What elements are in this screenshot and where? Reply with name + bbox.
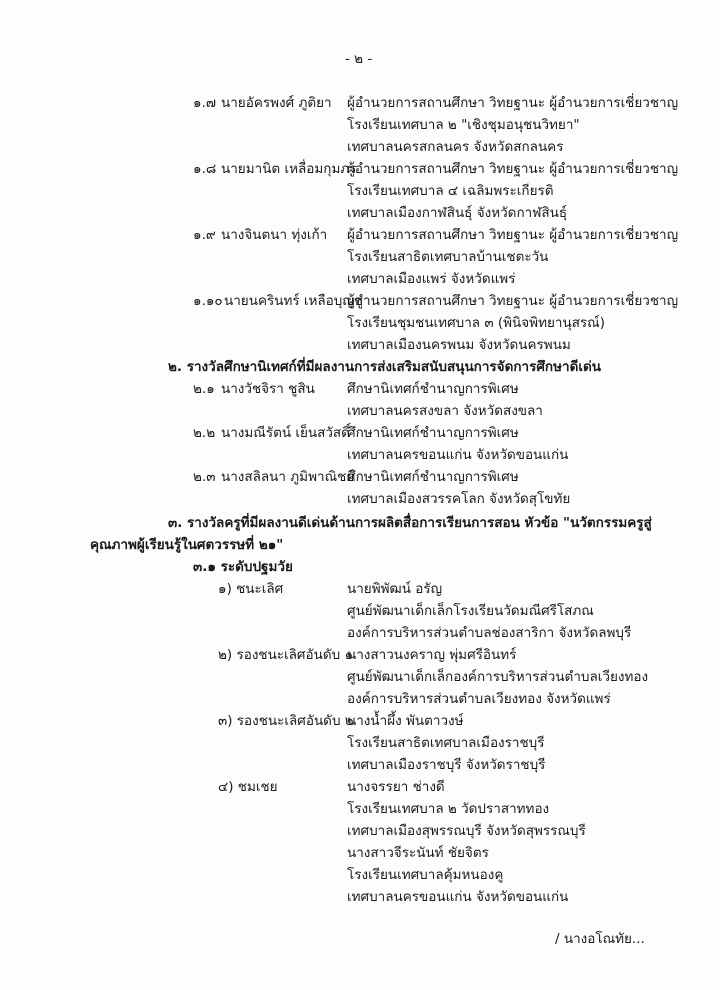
person-name: นายอัครพงศ์ ภูติยา bbox=[221, 95, 332, 111]
position-line: ผู้อำนวยการสถานศึกษา วิทยฐานะ ผู้อำนวยการเชี่ยวชาญ bbox=[347, 293, 679, 309]
municipality-line: องค์การบริหารส่วนตำบลเวียงทอง จังหวัดแพร่ bbox=[347, 691, 611, 707]
school-line: โรงเรียนเทศบาล ๒ วัดปราสาททอง bbox=[347, 801, 550, 817]
position-line: ผู้อำนวยการสถานศึกษา วิทยฐานะ ผู้อำนวยการเชี่ยวชาญ bbox=[347, 161, 679, 177]
school-line: โรงเรียนเทศบาล ๔ เฉลิมพระเกียรติ bbox=[347, 183, 554, 199]
person-name: นางจินตนา ทุ่งเก้า bbox=[221, 227, 328, 243]
municipality-line: องค์การบริหารส่วนตำบลช่องสาริกา จังหวัดลพบุรี bbox=[347, 625, 632, 641]
person-name: นางสาวจีระนันท์ ชัยจิตร bbox=[347, 845, 489, 861]
municipality-line: เทศบาลนครขอนแก่น จังหวัดขอนแก่น bbox=[347, 447, 569, 463]
school-line: ศูนย์พัฒนาเด็กเล็กโรงเรียนวัดมณีศรีโสภณ bbox=[347, 603, 594, 619]
municipality-line: เทศบาลนครขอนแก่น จังหวัดขอนแก่น bbox=[347, 889, 569, 905]
person-name: นางจรรยา ช่างดี bbox=[347, 779, 445, 795]
municipality-line: เทศบาลเมืองสวรรคโลก จังหวัดสุโขทัย bbox=[347, 491, 571, 507]
person-name: นางสาวนงคราญ พุ่มศรีอินทร์ bbox=[347, 647, 517, 663]
award-rank: ๔) ชมเชย bbox=[218, 779, 278, 795]
school-line: โรงเรียนเทศบาล ๒ "เชิงชุมอนุชนวิทยา" bbox=[347, 117, 580, 133]
municipality-line: เทศบาลนครสงขลา จังหวัดสงขลา bbox=[347, 403, 543, 419]
person-name: นางวัชจิรา ชูสิน bbox=[221, 381, 315, 397]
entry-number: ๒.๑ bbox=[193, 381, 215, 397]
award-rank: ๓) รองชนะเลิศอันดับ ๒ bbox=[218, 713, 354, 729]
school-line: โรงเรียนสาธิตเทศบาลเมืองราชบุรี bbox=[347, 735, 545, 751]
section-heading: ๓. รางวัลครูที่มีผลงานดีเด่นด้านการผลิตสื่อการเรียนการสอน หัวข้อ "นวัตกรรมครูสู่ bbox=[168, 515, 652, 531]
continuation-note: / นางอโณทัย... bbox=[555, 931, 645, 947]
school-line: โรงเรียนเทศบาลคุ้มหนองคู bbox=[347, 867, 504, 883]
entry-number: ๒.๓ bbox=[193, 469, 216, 485]
municipality-line: เทศบาลเมืองสุพรรณบุรี จังหวัดสุพรรณบุรี bbox=[347, 823, 586, 839]
entry-number: ๒.๒ bbox=[193, 425, 216, 441]
page-number: - ๒ - bbox=[345, 51, 373, 67]
entry-number: ๑.๑๐ bbox=[193, 293, 223, 309]
municipality-line: เทศบาลเมืองนครพนม จังหวัดนครพนม bbox=[347, 337, 571, 353]
section-heading-continued: คุณภาพผู้เรียนรู้ในศตวรรษที่ ๒๑" bbox=[90, 537, 284, 553]
person-name: นายพิพัฒน์ อรัญ bbox=[347, 581, 443, 597]
school-line: โรงเรียนชุมชนเทศบาล ๓ (พินิจพิทยานุสรณ์) bbox=[347, 315, 605, 331]
position-line: ศึกษานิเทศก์ชำนาญการพิเศษ bbox=[347, 469, 519, 485]
person-name: นายมานิต เหลื่อมกุมภร bbox=[221, 161, 357, 177]
entry-number: ๑.๙ bbox=[193, 227, 216, 243]
award-rank: ๒) รองชนะเลิศอันดับ ๑ bbox=[218, 647, 354, 663]
person-name: นายนครินทร์ เหลือบุญชู bbox=[224, 293, 364, 309]
award-rank: ๑) ชนะเลิศ bbox=[218, 581, 284, 597]
entry-number: ๑.๘ bbox=[193, 161, 217, 177]
person-name: นางสลิลนา ภูมิพาณิชย์ bbox=[221, 469, 355, 485]
municipality-line: เทศบาลเมืองราชบุรี จังหวัดราชบุรี bbox=[347, 757, 546, 773]
municipality-line: เทศบาลนครสกลนคร จังหวัดสกลนคร bbox=[347, 139, 564, 155]
entry-number: ๑.๗ bbox=[193, 95, 217, 111]
school-line: โรงเรียนสาธิตเทศบาลบ้านเชตะวัน bbox=[347, 249, 549, 265]
position-line: ศึกษานิเทศก์ชำนาญการพิเศษ bbox=[347, 425, 519, 441]
position-line: ศึกษานิเทศก์ชำนาญการพิเศษ bbox=[347, 381, 519, 397]
position-line: ผู้อำนวยการสถานศึกษา วิทยฐานะ ผู้อำนวยการเชี่ยวชาญ bbox=[347, 227, 679, 243]
position-line: ผู้อำนวยการสถานศึกษา วิทยฐานะ ผู้อำนวยการเชี่ยวชาญ bbox=[347, 95, 679, 111]
person-name: นางน้ำผึ้ง พันตาวงษ์ bbox=[347, 713, 464, 729]
municipality-line: เทศบาลเมืองกาฬสินธุ์ จังหวัดกาฬสินธุ์ bbox=[347, 205, 568, 221]
school-line: ศูนย์พัฒนาเด็กเล็กองค์การบริหารส่วนตำบลเวียงทอง bbox=[347, 669, 649, 685]
subsection-heading: ๓.๑ ระดับปฐมวัย bbox=[193, 559, 293, 575]
municipality-line: เทศบาลเมืองแพร่ จังหวัดแพร่ bbox=[347, 271, 516, 287]
person-name: นางมณีรัตน์ เย็นสวัสดิ์ bbox=[221, 425, 350, 441]
section-heading: ๒. รางวัลศึกษานิเทศก์ที่มีผลงานการส่งเสริมสนับสนุนการจัดการศึกษาดีเด่น bbox=[168, 359, 601, 375]
